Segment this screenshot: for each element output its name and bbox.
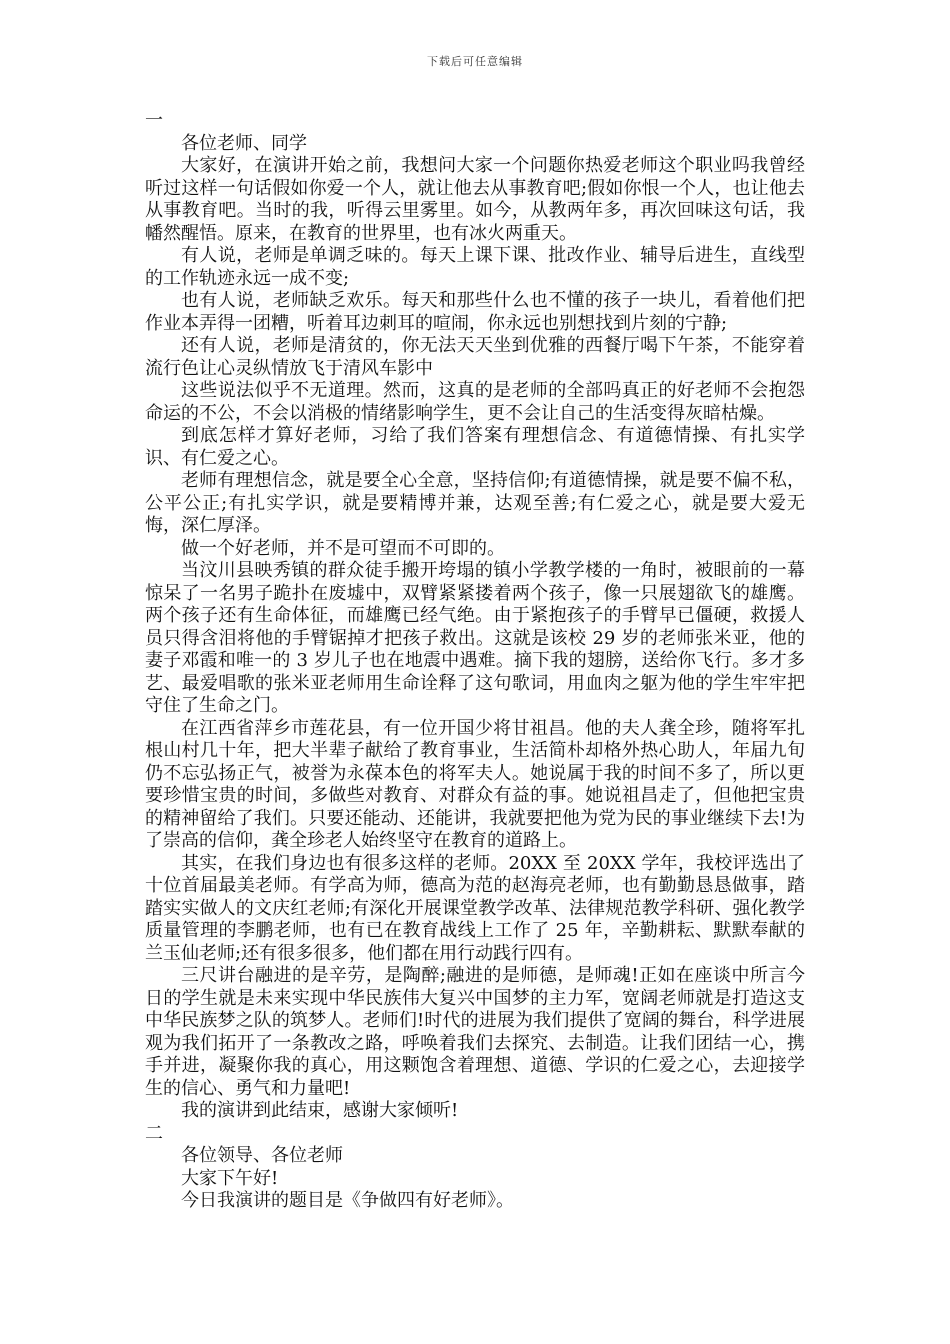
paragraph: 到底怎样才算好老师，习给了我们答案有理想信念、有道德情操、有扎实学识、有仁爱之心。: [145, 425, 805, 469]
paragraph: 大家好，在演讲开始之前，我想问大家一个问题你热爱老师这个职业吗我曾经听过这样一句话假如你爱一个人，就让他去从事教育吧;假如你恨一个人，也让他去从事教育吧。当时的我，听得云里雾里。如今，从教两年多，再次回味这句话，我幡然醒悟。原来，在教育的世界里，也有冰火两重天。: [145, 155, 805, 244]
paragraph: 也有人说，老师缺乏欢乐。每天和那些什么也不懂的孩子一块儿，看着他们把作业本弄得一团糟，听着耳边刺耳的喧闹，你永远也别想找到片刻的宁静;: [145, 290, 805, 334]
paragraph: 这些说法似乎不无道理。然而，这真的是老师的全部吗真正的好老师不会抱怨命运的不公，不会以消极的情绪影响学生，更不会让自己的生活变得灰暗枯燥。: [145, 380, 805, 424]
document-body: [145, 110, 805, 1213]
paragraph: 有人说，老师是单调乏味的。每天上课下课、批改作业、辅导后进生，直线型的工作轨迹永远一成不变;: [145, 245, 805, 289]
paragraph: 大家下午好!: [181, 1167, 279, 1189]
paragraph: 三尺讲台融进的是辛劳，是陶醉;融进的是师德，是师魂!正如在座谈中所言今日的学生就是未来实现中华民族伟大复兴中国梦的主力军，宽阔老师就是打造这支中华民族梦之队的筑梦人。老师们!时代的进展为我们提供了宽阔的舞台，科学进展观为我们拓开了一条教改之路，呼唤着我们去探究、去制造。让我们团结一心，携手并进，凝聚你我的真心，用这颗饱含着理想、道德、学识的仁爱之心，去迎接学生的信心、勇气和力量吧!: [145, 965, 805, 1099]
paragraph: 在江西省萍乡市莲花县，有一位开国少将甘祖昌。他的夫人龚全珍，随将军扎根山村几十年，把大半辈子献给了教育事业，生活简朴却格外热心助人，年届九旬仍不忘弘扬正气，被誉为永葆本色的将军夫人。她说属于我的时间不多了，所以更要珍惜宝贵的时间，多做些对教育、对群众有益的事。她说祖昌走了，但他把宝贵的精神留给了我们。只要还能动、还能讲，我就要把他为党为民的事业继续下去!为了崇高的信仰，龚全珍老人始终坚守在教育的道路上。: [145, 717, 805, 851]
paragraph: 二: [145, 1122, 163, 1144]
paragraph: 还有人说，老师是清贫的，你无法天天坐到优雅的西餐厅喝下午茶，不能穿着流行色让心灵纵情放飞于清风车影中: [145, 335, 805, 379]
page-header: 下载后可任意编辑: [427, 55, 523, 68]
paragraph: 各位老师、同学: [181, 132, 307, 154]
paragraph: 今日我演讲的题目是《争做四有好老师》。: [181, 1190, 514, 1211]
paragraph: 各位领导、各位老师: [181, 1145, 343, 1166]
paragraph: 老师有理想信念，就是要全心全意，坚持信仰;有道德情操，就是要不偏不私，公平公正;有扎实学识，就是要精博并兼，达观至善;有仁爱之心，就是要大爱无悔，深仁厚泽。: [145, 470, 805, 536]
paragraph: 其实，在我们身边也有很多这样的老师。20XX 至 20XX 学年，我校评选出了十位首届最美老师。有学高为师，德高为范的赵海亮老师，也有勤勤恳恳做事，踏踏实实做人的文庆红老师;有深化开展课堂教学改革、法律规范教学科研、强化教学质量管理的李鹏老师，也有已在教育战线上工作了 25 年，辛勤耕耘、默默奉献的兰玉仙老师;还有很多很多，他们都在用行动践行四有。: [145, 852, 805, 964]
paragraph: 做一个好老师，并不是可望而不可即的。: [181, 537, 505, 559]
paragraph: 我的演讲到此结束，感谢大家倾听!: [181, 1100, 459, 1121]
paragraph: 一: [145, 110, 163, 131]
paragraph: 当汶川县映秀镇的群众徒手搬开垮塌的镇小学教学楼的一角时，被眼前的一幕惊呆了一名男子跪扑在废墟中，双臂紧紧搂着两个孩子，像一只展翅欲飞的雄鹰。两个孩子还有生命体征，而雄鹰已经气绝。由于紧抱孩子的手臂早已僵硬，救援人员只得含泪将他的手臂锯掉才把孩子救出。这就是该校 29 岁的老师张米亚，他的妻子邓霞和唯一的 3 岁儿子也在地震中遇难。摘下我的翅膀，送给你飞行。多才多艺、最爱唱歌的张米亚老师用生命诠释了这句歌词，用血肉之躯为他的学生牢牢把守住了生命之门。: [145, 560, 805, 716]
